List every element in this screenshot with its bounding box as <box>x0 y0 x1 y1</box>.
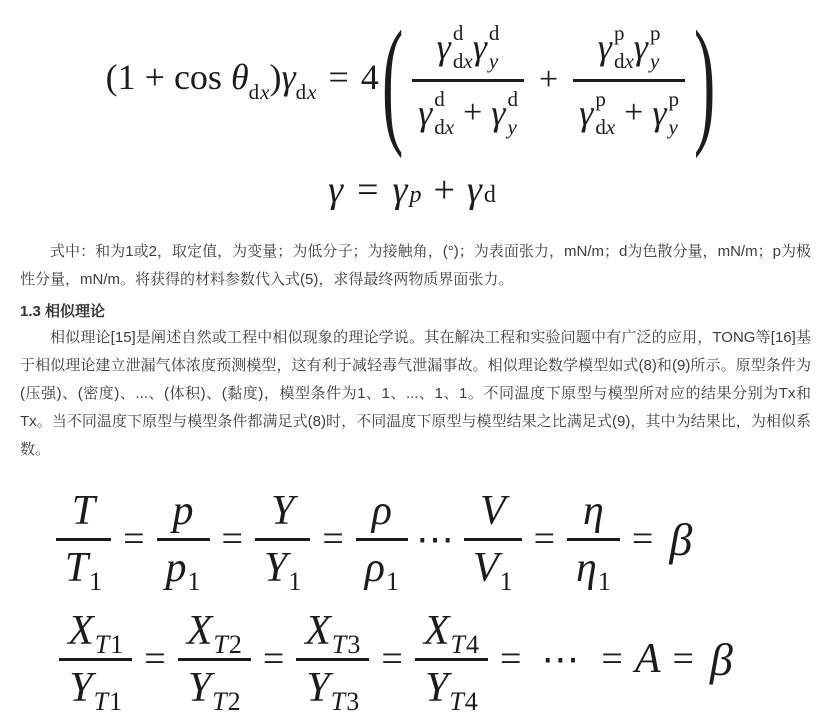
subscript: T4 <box>449 686 478 716</box>
subscript: 1 <box>288 566 302 596</box>
equals-sign: = <box>357 169 379 211</box>
fraction-denominator: Y 1 <box>263 544 302 596</box>
equation-contact-angle <box>0 1 824 159</box>
gamma-term: γ p dx <box>579 86 616 139</box>
close-paren: ) <box>269 56 282 97</box>
equals-sign: = <box>499 638 522 680</box>
paper-page <box>0 1 824 716</box>
gamma-symbol: γ <box>392 169 408 211</box>
gamma-term: γ d y <box>491 86 518 139</box>
subscript: T2 <box>212 686 241 716</box>
fraction: Y Y 1 <box>255 490 310 589</box>
superscript: p <box>649 20 661 45</box>
fraction: V V 1 <box>464 490 522 589</box>
big-left-paren: ( <box>381 1 404 159</box>
equals-sign: = <box>322 518 344 560</box>
notation-paragraph: 式中：和为1或2，取定值，为变量；为低分子；为接触角，(°)；为表面张力，mN/m；d为色散分量，mN/m；p为极性分量，mN/m。将获得的材料参数代入式(5)，求得最终两物质界面张力。 <box>20 243 811 288</box>
fraction-denominator: p 1 <box>165 544 201 596</box>
fraction-bar <box>56 538 111 541</box>
subscript: 1 <box>597 566 611 596</box>
subscript: T3 <box>331 629 361 659</box>
superscript-d: d <box>483 182 496 208</box>
gamma-term: γ d y <box>472 20 500 73</box>
fraction-bar <box>464 538 522 541</box>
equals-sign: = <box>601 638 623 680</box>
gamma-term: γ p dx <box>597 20 634 73</box>
subscript: T3 <box>330 686 360 716</box>
equation-surface-tension-sum <box>0 168 824 226</box>
a-symbol: A <box>634 636 661 682</box>
theta-symbol: θ <box>230 56 249 97</box>
equals-sign: = <box>123 518 145 560</box>
fraction: p p 1 <box>157 490 210 589</box>
equals-sign: = <box>672 638 694 680</box>
equation-similarity-results <box>0 604 808 714</box>
fraction-denominator <box>412 86 524 139</box>
equals-sign: = <box>381 638 403 680</box>
equals-sign: = <box>221 518 243 560</box>
plus-sign: + <box>463 94 483 131</box>
equals-sign: = <box>631 518 654 560</box>
superscript: d <box>452 20 464 45</box>
fraction: X T2 Y T2 <box>178 610 251 709</box>
fraction-bar <box>157 538 210 541</box>
fraction: X T3 Y T3 <box>296 610 369 709</box>
beta-symbol: β <box>669 513 693 565</box>
subscript: dx <box>595 114 616 139</box>
superscript: d <box>507 86 518 111</box>
fraction: η η 1 <box>567 490 620 589</box>
fraction-denominator <box>573 86 685 139</box>
fraction: X T1 Y T1 <box>59 610 132 709</box>
polar-fraction <box>573 20 685 139</box>
fraction-bar <box>356 538 408 541</box>
gamma-symbol: γ <box>466 169 482 211</box>
gamma-term: γ p y <box>652 86 680 139</box>
gamma-term: γ d dx <box>436 20 473 73</box>
subscript: dx <box>452 48 473 73</box>
fraction-denominator: T 1 <box>64 544 103 596</box>
subscript: dx <box>434 114 455 139</box>
fraction-denominator: V 1 <box>472 544 513 596</box>
fraction-denominator: ρ 1 <box>364 544 399 596</box>
fraction: T T 1 <box>56 490 111 589</box>
equals-sign: = <box>262 638 285 680</box>
fraction-numerator <box>431 20 506 73</box>
plus-sign: + <box>624 94 644 131</box>
fraction-bar <box>255 538 310 541</box>
equals-sign: = <box>533 518 556 560</box>
subscript: 1 <box>499 566 513 596</box>
gamma-symbol: γ <box>281 56 296 97</box>
fraction-bar <box>567 538 620 541</box>
subscript: y <box>649 48 660 73</box>
ellipsis-dots: ⋯ <box>541 638 582 681</box>
open-paren-cos: (1 + cos <box>105 56 231 97</box>
subscript: T1 <box>94 629 124 659</box>
subscript: dx <box>613 48 634 73</box>
equation-similarity-conditions <box>0 482 786 596</box>
theta-subscript: dx <box>248 79 270 104</box>
dispersive-fraction <box>412 20 524 139</box>
gamma-subscript: dx <box>295 79 317 104</box>
fraction-denominator: η 1 <box>576 544 611 596</box>
beta-symbol: β <box>709 633 733 685</box>
superscript: p <box>613 20 625 45</box>
fraction-numerator <box>592 20 667 73</box>
subscript: 1 <box>187 566 201 596</box>
superscript: p <box>668 86 680 111</box>
big-right-paren: ) <box>694 1 716 159</box>
plus-sign: + <box>433 169 455 211</box>
superscript-p: p <box>409 182 422 208</box>
section-heading: 1.3 相似理论 <box>20 303 106 320</box>
equation-left-side <box>106 56 379 105</box>
subscript: y <box>668 114 678 139</box>
superscript: p <box>595 86 606 111</box>
subscript: T1 <box>93 686 123 716</box>
subscript: y <box>488 48 499 73</box>
gamma-term: γ p y <box>633 20 661 73</box>
subscript: T4 <box>450 629 479 659</box>
equals-sign: = <box>328 56 349 97</box>
coefficient: 4 <box>360 56 379 97</box>
superscript: d <box>488 20 500 45</box>
subscript: T2 <box>213 629 242 659</box>
similarity-theory-paragraph: 相似理论[15]是阐述自然或工程中相似现象的理论学说。其在解决工程和实验问题中有广泛的应用，TONG等[16]基于相似理论建立泄漏气体浓度预测模型，这有利于减轻毒气泄漏事故。相似理论数学模型如式(8)和(9)所示。原型条件为(压强)、(密度)、...、(体积)、(黏度)，模型条件为1、1、...、1、1。不同温度下原型与模型所对应的结果分别为Tx和Tx。当不同温度下原型与模型条件都满足式(8)时，不同温度下原型与模型结果之比满足式(9)，其中为结果比，为相似系数。 <box>20 329 811 458</box>
fraction-bar <box>412 79 524 82</box>
subscript: 1 <box>89 566 103 596</box>
subscript: y <box>507 114 517 139</box>
ellipsis-dots: ⋯ <box>415 518 456 561</box>
fraction: ρ ρ 1 <box>356 490 408 589</box>
superscript: d <box>434 86 445 111</box>
fraction-bar <box>573 79 685 82</box>
gamma-term: γ d dx <box>418 86 455 139</box>
equals-sign: = <box>144 638 166 680</box>
gamma-symbol: γ <box>328 169 344 211</box>
fraction: X T4 Y T4 <box>415 610 488 709</box>
plus-sign: + <box>538 61 559 98</box>
subscript: 1 <box>385 566 399 596</box>
